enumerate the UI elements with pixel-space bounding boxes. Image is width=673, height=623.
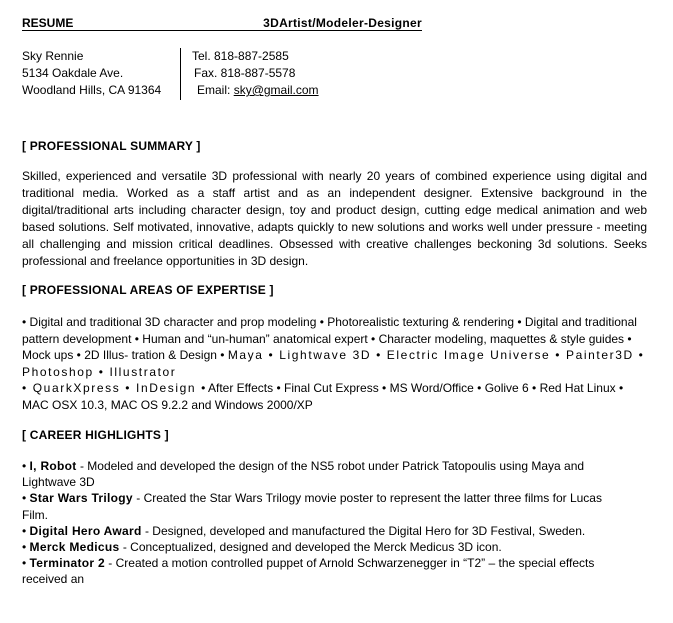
highlight-text: - Created the Star Wars Trilogy movie poster to represent the latter three films for Lucas Film. xyxy=(22,491,602,522)
highlight-item xyxy=(22,539,622,555)
expertise-heading: [ PROFESSIONAL AREAS OF EXPERTISE ] xyxy=(22,283,274,297)
bullet: • xyxy=(22,491,30,506)
contact-block xyxy=(22,48,442,102)
highlights-list xyxy=(22,458,622,588)
summary-heading: [ PROFESSIONAL SUMMARY ] xyxy=(22,139,201,153)
job-title: 3DArtist/Modeler-Designer xyxy=(263,16,422,30)
bullet: • xyxy=(22,540,30,555)
highlight-item xyxy=(22,490,622,522)
highlight-item xyxy=(22,523,622,539)
highlight-item xyxy=(22,458,622,490)
contact-divider xyxy=(180,48,181,100)
phone-column xyxy=(192,48,319,99)
telephone: Tel. 818-887-2585 xyxy=(192,49,289,63)
resume-header xyxy=(22,15,422,31)
fax: Fax. 818-887-5578 xyxy=(194,66,296,80)
email-row xyxy=(192,82,319,99)
bullet: • xyxy=(22,556,30,571)
expertise-software-2: • QuarkXpress • InDesign xyxy=(22,381,202,395)
highlight-text: - Modeled and developed the design of the NS5 robot under Patrick Tatopoulis using Maya and Lightwave 3D xyxy=(22,459,585,490)
highlight-name: Merck Medicus xyxy=(29,540,120,555)
highlight-name: Star Wars Trilogy xyxy=(29,491,133,506)
highlight-name: I, Robot xyxy=(29,459,77,473)
expertise-skills: • Digital and traditional 3D character and prop modeling • Photorealistic texturing & rendering • Digital and traditional pattern development • Human and “un-human” anatomical expert • Character modeling, maquettes & style guides • Mock ups • 2D Illus- tration & Design • xyxy=(22,315,637,362)
email-label: Email: xyxy=(197,83,234,97)
highlight-text: - Created a motion controlled puppet of Arnold Schwarzenegger in “T2” – the special effects received an xyxy=(22,556,595,587)
highlight-item xyxy=(22,555,622,587)
address-line-1: 5134 Oakdale Ave. xyxy=(22,66,124,80)
resume-label: RESUME xyxy=(22,16,74,30)
expertise-software: Maya • Lightwave 3D • Electric Image Universe • Painter3D • Photoshop • Illustrator xyxy=(22,348,645,379)
highlights-heading: [ CAREER HIGHLIGHTS ] xyxy=(22,428,169,442)
highlight-name: Digital Hero Award xyxy=(29,523,142,538)
contact-name: Sky Rennie xyxy=(22,49,84,63)
highlight-name: Terminator 2 xyxy=(29,556,105,571)
address-column xyxy=(22,48,161,99)
expertise-software-3: • After Effects • Final Cut Express • MS Word/Office • Golive 6 • Red Hat Linux • MAC OSX 10.3, MAC OS 9.2.2 and Windows 2000/XP xyxy=(22,381,624,412)
email-link[interactable]: sky@gmail.com xyxy=(233,83,319,97)
highlight-text: - Conceptualized, designed and developed the Merck Medicus 3D icon. xyxy=(119,540,502,555)
summary-text: Skilled, experienced and versatile 3D professional with nearly 20 years of combined experience using digital and traditional media. Worked as a staff artist and as an independent designer. Extensive background in the digital/traditional arts including character design, toy and product design, cutting edge medical animation and web based solutions. Self motivated, innovative, adapts quickly to new solutions and works well under pressure - meeting all challenging and mission critical deadlines. Obsessed with creative challenges beckoning 3d solutions. Seeks professional and freelance opportunities in 3D design. xyxy=(22,169,647,268)
address-line-2: Woodland Hills, CA 91364 xyxy=(22,83,162,97)
expertise-text xyxy=(22,314,647,413)
highlight-text: - Designed, developed and manufactured the Digital Hero for 3D Festival, Sweden. xyxy=(141,523,586,538)
bullet: • xyxy=(22,523,30,538)
bullet: • xyxy=(22,459,30,473)
